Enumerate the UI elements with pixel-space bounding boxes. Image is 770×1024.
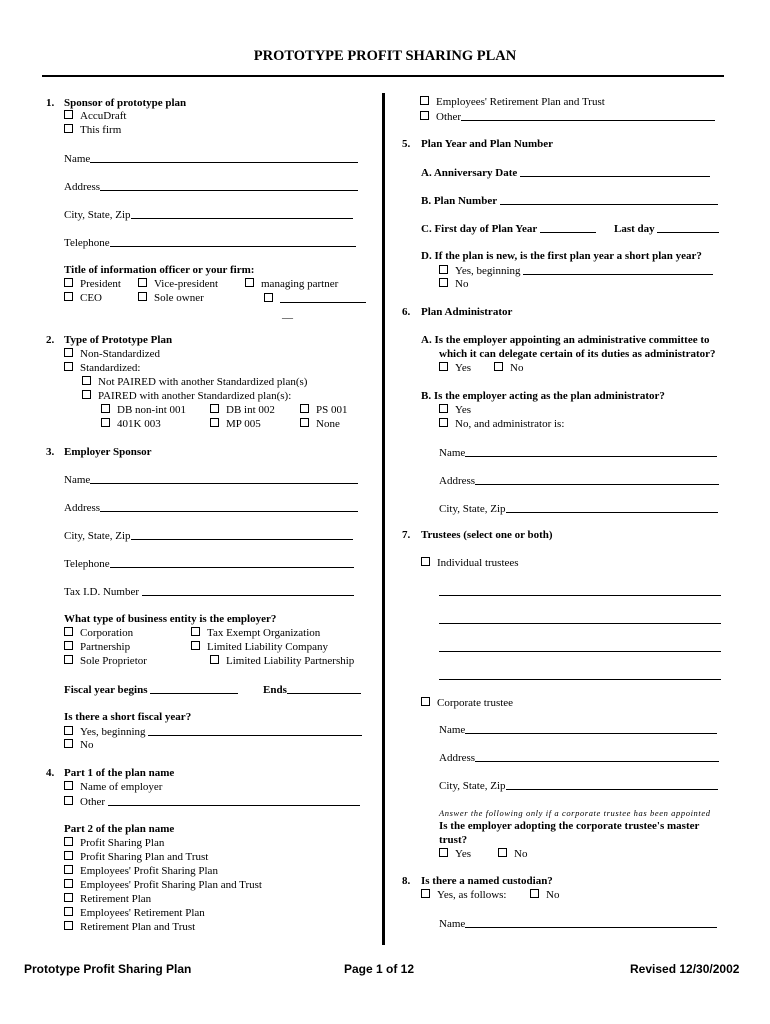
checkbox[interactable]: [64, 879, 73, 888]
ceo-option[interactable]: CEO: [64, 292, 102, 305]
acting-admin-no-option[interactable]: No, and administrator is:: [439, 418, 564, 431]
checkbox[interactable]: [82, 376, 91, 385]
individual-trustees-option[interactable]: Individual trustees: [421, 557, 519, 570]
section-1-number: 1.: [46, 97, 55, 109]
checkbox[interactable]: [191, 641, 200, 650]
first-day-field[interactable]: C. First day of Plan Year: [421, 222, 596, 236]
part1-other-option[interactable]: Other: [64, 795, 360, 809]
officer-title-label: Title of information officer or your firm:: [64, 264, 255, 276]
title-rule: [42, 75, 724, 77]
short-plan-year-question: D. If the plan is new, is the first plan year a short plan year?: [421, 250, 702, 262]
checkbox[interactable]: [64, 627, 73, 636]
standardized-option[interactable]: Standardized:: [64, 362, 140, 375]
employer-address-field[interactable]: Address: [64, 501, 358, 515]
ps-option[interactable]: PS 001: [300, 404, 348, 417]
trustee-address-field[interactable]: Address: [439, 751, 719, 765]
master-trust-no-option[interactable]: No: [498, 848, 527, 861]
checkbox[interactable]: [64, 124, 73, 133]
checkbox[interactable]: [210, 404, 219, 413]
sponsor-address-field[interactable]: Address: [64, 180, 358, 194]
checkbox[interactable]: [64, 655, 73, 664]
corporation-option[interactable]: Corporation: [64, 627, 133, 640]
acting-admin-yes-option[interactable]: Yes: [439, 404, 471, 417]
committee-yes-option[interactable]: Yes: [439, 362, 471, 375]
mp-option[interactable]: MP 005: [210, 418, 261, 431]
employer-name-field[interactable]: Name: [64, 473, 358, 487]
part2-option[interactable]: Employees' Profit Sharing Plan: [64, 865, 218, 878]
checkbox[interactable]: [64, 726, 73, 735]
not-paired-option[interactable]: Not PAIRED with another Standardized plan(s): [82, 376, 307, 389]
checkbox[interactable]: [498, 848, 507, 857]
checkbox[interactable]: [64, 739, 73, 748]
section-8-label: Is there a named custodian?: [421, 875, 553, 887]
checkbox[interactable]: [420, 111, 429, 120]
section-7-number: 7.: [402, 529, 411, 541]
checkbox[interactable]: [191, 627, 200, 636]
checkbox[interactable]: [439, 848, 448, 857]
checkbox[interactable]: [138, 278, 147, 287]
fiscal-ends-field[interactable]: Ends: [263, 683, 361, 697]
trustee-name-field[interactable]: Name: [439, 723, 717, 737]
checkbox[interactable]: [64, 781, 73, 790]
part2-option[interactable]: Profit Sharing Plan: [64, 837, 164, 850]
short-fiscal-no-option[interactable]: No: [64, 739, 93, 752]
short-fiscal-yes-option[interactable]: Yes, beginning: [64, 725, 362, 739]
custodian-no-option[interactable]: No: [530, 889, 559, 902]
section-8-number: 8.: [402, 875, 411, 887]
trustee-line[interactable]: [439, 585, 721, 599]
sole-proprietor-option[interactable]: Sole Proprietor: [64, 655, 147, 668]
non-standardized-option[interactable]: Non-Standardized: [64, 348, 160, 361]
checkbox[interactable]: [530, 889, 539, 898]
checkbox[interactable]: [64, 348, 73, 357]
checkbox[interactable]: [210, 418, 219, 427]
sole-owner-option[interactable]: Sole owner: [138, 292, 204, 305]
committee-question-line2: which it can delegate certain of its duties as administrator?: [439, 348, 716, 360]
section-6-number: 6.: [402, 306, 411, 318]
checkbox[interactable]: [439, 278, 448, 287]
checkbox[interactable]: [245, 278, 254, 287]
401k-option[interactable]: 401K 003: [101, 418, 161, 431]
checkbox[interactable]: [64, 278, 73, 287]
footer-left: Prototype Profit Sharing Plan: [24, 962, 192, 976]
custodian-name-field[interactable]: Name: [439, 917, 717, 931]
checkbox[interactable]: [64, 921, 73, 930]
checkbox[interactable]: [64, 641, 73, 650]
tax-id-field[interactable]: Tax I.D. Number: [64, 585, 354, 599]
president-option[interactable]: President: [64, 278, 121, 291]
llc-option[interactable]: Limited Liability Company: [191, 641, 328, 654]
dash-text: __: [282, 308, 293, 320]
checkbox[interactable]: [264, 293, 273, 302]
section-1-label: Sponsor of prototype plan: [64, 97, 187, 109]
part2-option[interactable]: Retirement Plan: [64, 893, 151, 906]
section-3-label: Employer Sponsor: [64, 446, 152, 458]
section-5-label: Plan Year and Plan Number: [421, 138, 554, 150]
checkbox[interactable]: [64, 837, 73, 846]
section-2-label: Type of Prototype Plan: [64, 334, 173, 346]
other-title-option[interactable]: [264, 292, 366, 306]
sponsor-telephone-field[interactable]: Telephone: [64, 236, 356, 250]
part2-option[interactable]: Employees' Profit Sharing Plan and Trust: [64, 879, 262, 892]
sponsor-name-field[interactable]: Name: [64, 152, 358, 166]
part2-option[interactable]: Retirement Plan and Trust: [64, 921, 195, 934]
admin-city-field[interactable]: City, State, Zip: [439, 502, 718, 516]
admin-address-field[interactable]: Address: [439, 474, 719, 488]
entity-question: What type of business entity is the employer?: [64, 613, 277, 625]
managing-partner-option[interactable]: managing partner: [245, 278, 338, 291]
checkbox[interactable]: [421, 889, 430, 898]
column-divider: [382, 93, 385, 945]
checkbox[interactable]: [64, 292, 73, 301]
trustee-line[interactable]: [439, 641, 721, 655]
checkbox[interactable]: [64, 110, 73, 119]
section-7-label: Trustees (select one or both): [421, 529, 553, 541]
committee-question-line1: A. Is the employer appointing an administrative committee to: [421, 334, 710, 346]
checkbox[interactable]: [101, 418, 110, 427]
checkbox[interactable]: [64, 893, 73, 902]
fiscal-begins-field[interactable]: Fiscal year begins: [64, 683, 238, 697]
db-non-int-option[interactable]: DB non-int 001: [101, 404, 186, 417]
trustee-line[interactable]: [439, 669, 721, 683]
part2-other-option[interactable]: Other: [420, 110, 715, 124]
short-plan-no-option[interactable]: No: [439, 278, 468, 291]
checkbox[interactable]: [82, 390, 91, 399]
master-trust-question-line1: Is the employer adopting the corporate trustee's master: [439, 820, 700, 832]
checkbox[interactable]: [439, 362, 448, 371]
checkbox[interactable]: [64, 362, 73, 371]
checkbox[interactable]: [300, 404, 309, 413]
paired-option[interactable]: PAIRED with another Standardized plan(s):: [82, 390, 291, 403]
acting-admin-question: B. Is the employer acting as the plan administrator?: [421, 390, 665, 402]
checkbox[interactable]: [421, 697, 430, 706]
admin-name-field[interactable]: Name: [439, 446, 717, 460]
accudraft-option[interactable]: AccuDraft: [64, 110, 126, 123]
section-3-number: 3.: [46, 446, 55, 458]
partnership-option[interactable]: Partnership: [64, 641, 130, 654]
employer-city-field[interactable]: City, State, Zip: [64, 529, 353, 543]
checkbox[interactable]: [420, 96, 429, 105]
footer-page-number: Page 1 of 12: [344, 962, 415, 976]
checkbox[interactable]: [210, 655, 219, 664]
checkbox[interactable]: [421, 557, 430, 566]
corporate-trustee-note: Answer the following only if a corporate trustee has been appointed: [439, 808, 711, 818]
custodian-yes-option[interactable]: Yes, as follows:: [421, 889, 506, 902]
short-fiscal-question: Is there a short fiscal year?: [64, 711, 192, 723]
checkbox[interactable]: [64, 865, 73, 874]
page-title: PROTOTYPE PROFIT SHARING PLAN: [253, 48, 517, 64]
committee-no-option[interactable]: No: [494, 362, 523, 375]
this-firm-option[interactable]: This firm: [64, 124, 121, 137]
section-2-number: 2.: [46, 334, 55, 346]
last-day-field[interactable]: Last day: [614, 222, 719, 236]
employer-telephone-field[interactable]: Telephone: [64, 557, 354, 571]
trustee-line[interactable]: [439, 613, 721, 627]
checkbox[interactable]: [138, 292, 147, 301]
anniversary-date-field[interactable]: A. Anniversary Date: [421, 166, 710, 180]
db-int-option[interactable]: DB int 002: [210, 404, 275, 417]
part2-option[interactable]: Employees' Retirement Plan: [64, 907, 205, 920]
checkbox[interactable]: [64, 907, 73, 916]
short-plan-yes-option[interactable]: Yes, beginning: [439, 264, 713, 278]
sponsor-city-field[interactable]: City, State, Zip: [64, 208, 353, 222]
section-6-label: Plan Administrator: [421, 306, 513, 318]
checkbox[interactable]: [300, 418, 309, 427]
corporate-trustee-option[interactable]: Corporate trustee: [421, 697, 513, 710]
part2-option[interactable]: Profit Sharing Plan and Trust: [64, 851, 208, 864]
part1-label: Part 1 of the plan name: [64, 767, 175, 779]
name-of-employer-option[interactable]: Name of employer: [64, 781, 162, 794]
section-5-number: 5.: [402, 138, 411, 150]
checkbox[interactable]: [101, 404, 110, 413]
checkbox[interactable]: [439, 418, 448, 427]
vice-president-option[interactable]: Vice-president: [138, 278, 218, 291]
checkbox[interactable]: [64, 796, 73, 805]
llp-option[interactable]: Limited Liability Partnership: [210, 655, 354, 668]
master-trust-question-line2: trust?: [439, 834, 468, 846]
master-trust-yes-option[interactable]: Yes: [439, 848, 471, 861]
trustee-city-field[interactable]: City, State, Zip: [439, 779, 718, 793]
checkbox[interactable]: [439, 404, 448, 413]
checkbox[interactable]: [439, 265, 448, 274]
emp-retirement-trust-option[interactable]: Employees' Retirement Plan and Trust: [420, 96, 605, 109]
checkbox[interactable]: [494, 362, 503, 371]
none-option[interactable]: None: [300, 418, 340, 431]
plan-number-field[interactable]: B. Plan Number: [421, 194, 718, 208]
part2-label: Part 2 of the plan name: [64, 823, 175, 835]
checkbox[interactable]: [64, 851, 73, 860]
tax-exempt-option[interactable]: Tax Exempt Organization: [191, 627, 320, 640]
footer-revised: Revised 12/30/2002: [630, 962, 740, 976]
section-4-number: 4.: [46, 767, 55, 779]
